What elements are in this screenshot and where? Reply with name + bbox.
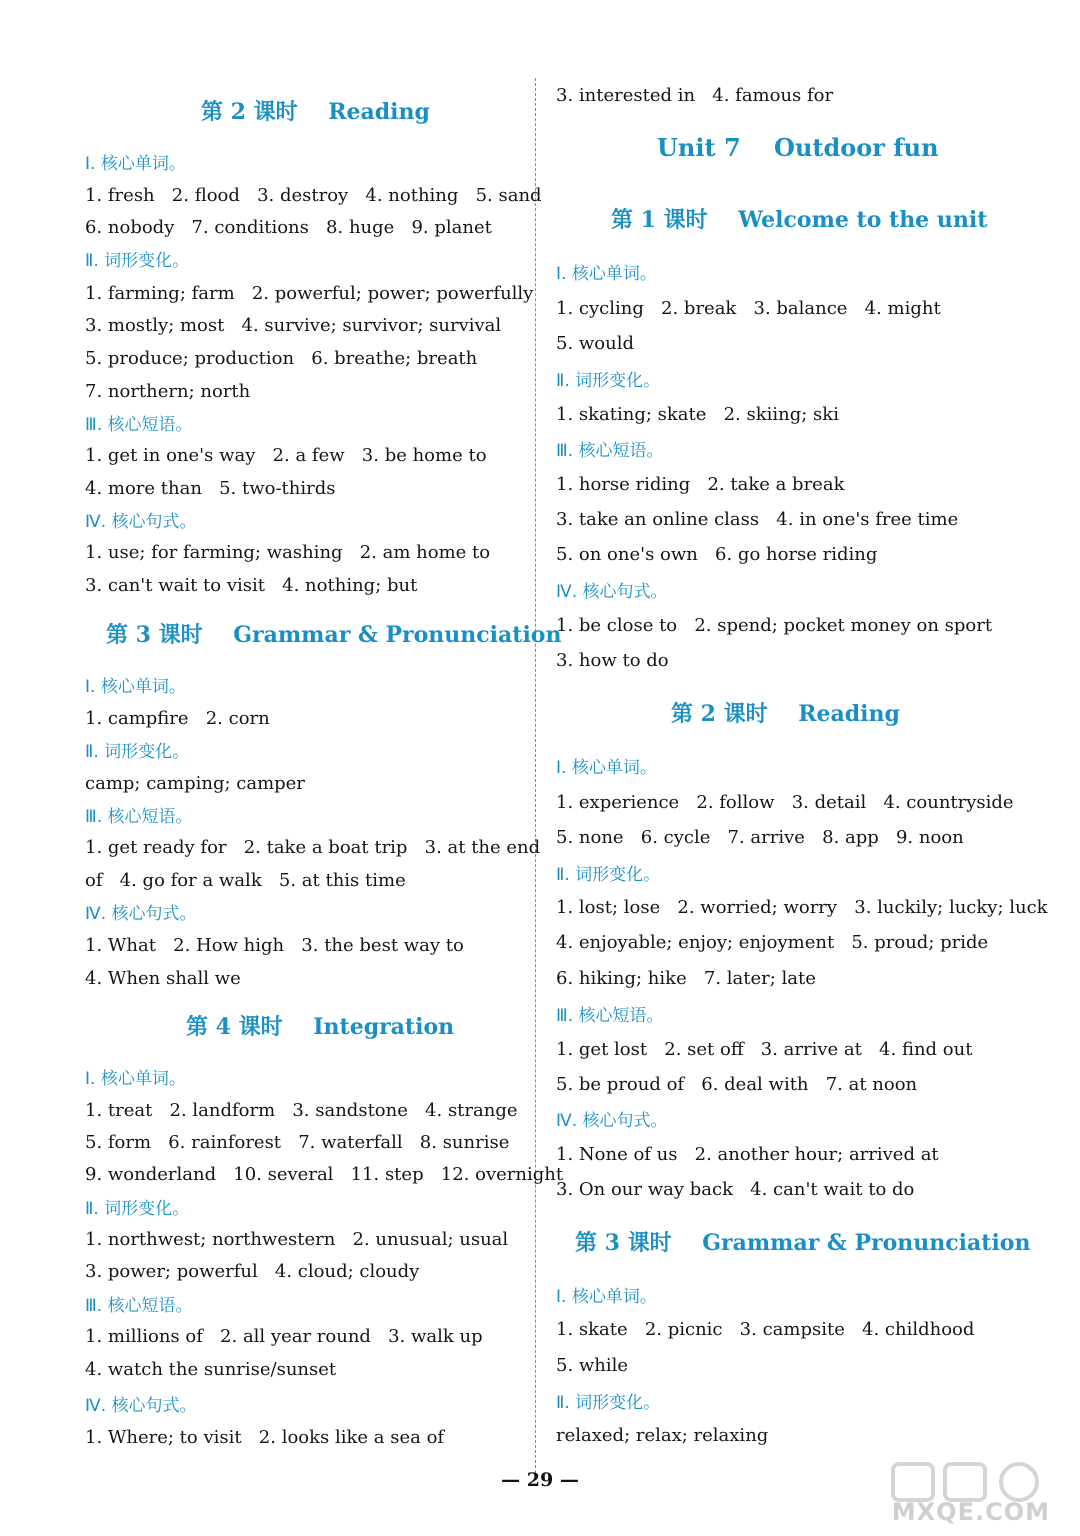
section-label: Ⅳ. 核心句式。 — [85, 904, 197, 924]
section-label: Ⅲ. 核心短语。 — [556, 1006, 664, 1026]
unit-heading: Unit 7 Outdoor fun — [657, 133, 939, 162]
lesson-heading: 第 4 课时 Integration — [186, 1014, 455, 1040]
answer-line: 4. more than 5. two-thirds — [85, 478, 336, 499]
section-label: Ⅳ. 核心句式。 — [556, 582, 668, 602]
answer-line: 3. power; powerful 4. cloud; cloudy — [85, 1261, 420, 1282]
answer-line: 1. get lost 2. set off 3. arrive at 4. find out — [556, 1039, 973, 1060]
section-label: Ⅰ. 核心单词。 — [85, 1069, 186, 1089]
answer-line: camp; camping; camper — [85, 773, 305, 794]
answer-line: 3. On our way back 4. can't wait to do — [556, 1179, 915, 1200]
answer-line: 1. be close to 2. spend; pocket money on sport — [556, 615, 993, 636]
section-label: Ⅲ. 核心短语。 — [556, 441, 664, 461]
answer-line: 1. Where; to visit 2. looks like a sea of — [85, 1427, 445, 1448]
answer-line: 4. When shall we — [85, 968, 241, 989]
watermark-text: MXQE.COM — [891, 1498, 1050, 1526]
answer-line: 5. be proud of 6. deal with 7. at noon — [556, 1074, 918, 1095]
answer-line: 5. while — [556, 1355, 629, 1376]
section-label: Ⅰ. 核心单词。 — [85, 154, 186, 174]
answer-line: 1. cycling 2. break 3. balance 4. might — [556, 298, 941, 319]
section-label: Ⅱ. 词形变化。 — [85, 251, 190, 271]
answer-line: 4. enjoyable; enjoy; enjoyment 5. proud; pride — [556, 932, 989, 953]
section-label: Ⅲ. 核心短语。 — [85, 1296, 193, 1316]
answer-line: 1. experience 2. follow 3. detail 4. countryside — [556, 792, 1014, 813]
answer-line: 7. northern; north — [85, 381, 251, 402]
lesson-heading: 第 2 课时 Reading — [671, 701, 900, 727]
answer-line: 6. hiking; hike 7. later; late — [556, 968, 816, 989]
section-label: Ⅲ. 核心短语。 — [85, 807, 193, 827]
answer-line: 1. farming; farm 2. powerful; power; powerfully — [85, 283, 534, 304]
answer-line: 1. skate 2. picnic 3. campsite 4. childhood — [556, 1319, 975, 1340]
answer-line: 1. treat 2. landform 3. sandstone 4. strange — [85, 1100, 518, 1121]
answer-line: 3. take an online class 4. in one's free time — [556, 509, 959, 530]
answer-line: 1. get in one's way 2. a few 3. be home to — [85, 445, 487, 466]
answer-line: 3. can't wait to visit 4. nothing; but — [85, 575, 418, 596]
section-label: Ⅳ. 核心句式。 — [85, 512, 197, 532]
lesson-heading: 第 2 课时 Reading — [201, 99, 430, 125]
section-label: Ⅰ. 核心单词。 — [85, 677, 186, 697]
section-label: Ⅰ. 核心单词。 — [556, 1287, 657, 1307]
answer-line: 9. wonderland 10. several 11. step 12. overnight — [85, 1164, 564, 1185]
answer-line: 5. would — [556, 333, 635, 354]
answer-line: 5. none 6. cycle 7. arrive 8. app 9. noon — [556, 827, 964, 848]
lesson-heading: 第 3 课时 Grammar & Pronunciation — [575, 1230, 1031, 1256]
answer-line: 5. on one's own 6. go horse riding — [556, 544, 878, 565]
answer-line: 5. form 6. rainforest 7. waterfall 8. sunrise — [85, 1132, 510, 1153]
section-label: Ⅱ. 词形变化。 — [556, 1393, 661, 1413]
lesson-heading: 第 1 课时 Welcome to the unit — [611, 207, 988, 233]
answer-line: 6. nobody 7. conditions 8. huge 9. planet — [85, 217, 492, 238]
page-number: — 29 — — [501, 1469, 579, 1491]
answer-line: relaxed; relax; relaxing — [556, 1425, 769, 1446]
answer-line: 5. produce; production 6. breathe; breath — [85, 348, 478, 369]
answer-line: 1. campfire 2. corn — [85, 708, 270, 729]
answer-line: 1. horse riding 2. take a break — [556, 474, 845, 495]
section-label: Ⅰ. 核心单词。 — [556, 264, 657, 284]
answer-line: 1. northwest; northwestern 2. unusual; usual — [85, 1229, 509, 1250]
answer-line: 3. interested in 4. famous for — [556, 85, 834, 106]
answer-line: of 4. go for a walk 5. at this time — [85, 870, 406, 891]
section-label: Ⅱ. 词形变化。 — [556, 865, 661, 885]
section-label: Ⅳ. 核心句式。 — [556, 1111, 668, 1131]
section-label: Ⅱ. 词形变化。 — [85, 1199, 190, 1219]
lesson-heading: 第 3 课时 Grammar & Pronunciation — [106, 622, 562, 648]
section-label: Ⅱ. 词形变化。 — [556, 371, 661, 391]
answer-line: 1. fresh 2. flood 3. destroy 4. nothing 5. sand — [85, 185, 542, 206]
section-label: Ⅱ. 词形变化。 — [85, 742, 190, 762]
watermark-logo — [885, 1460, 1050, 1530]
answer-line: 1. skating; skate 2. skiing; ski — [556, 404, 839, 425]
answer-line: 4. watch the sunrise/sunset — [85, 1359, 337, 1380]
answer-line: 1. lost; lose 2. worried; worry 3. luckily; lucky; luck — [556, 897, 1048, 918]
answer-line: 1. millions of 2. all year round 3. walk up — [85, 1326, 483, 1347]
answer-line: 1. None of us 2. another hour; arrived at — [556, 1144, 939, 1165]
answer-line: 3. how to do — [556, 650, 669, 671]
section-label: Ⅰ. 核心单词。 — [556, 758, 657, 778]
section-label: Ⅳ. 核心句式。 — [85, 1396, 197, 1416]
section-label: Ⅲ. 核心短语。 — [85, 415, 193, 435]
answer-line: 1. What 2. How high 3. the best way to — [85, 935, 464, 956]
answer-line: 3. mostly; most 4. survive; survivor; survival — [85, 315, 502, 336]
answer-line: 1. use; for farming; washing 2. am home to — [85, 542, 491, 563]
answer-line: 1. get ready for 2. take a boat trip 3. at the end — [85, 837, 541, 858]
column-divider — [535, 78, 536, 1478]
